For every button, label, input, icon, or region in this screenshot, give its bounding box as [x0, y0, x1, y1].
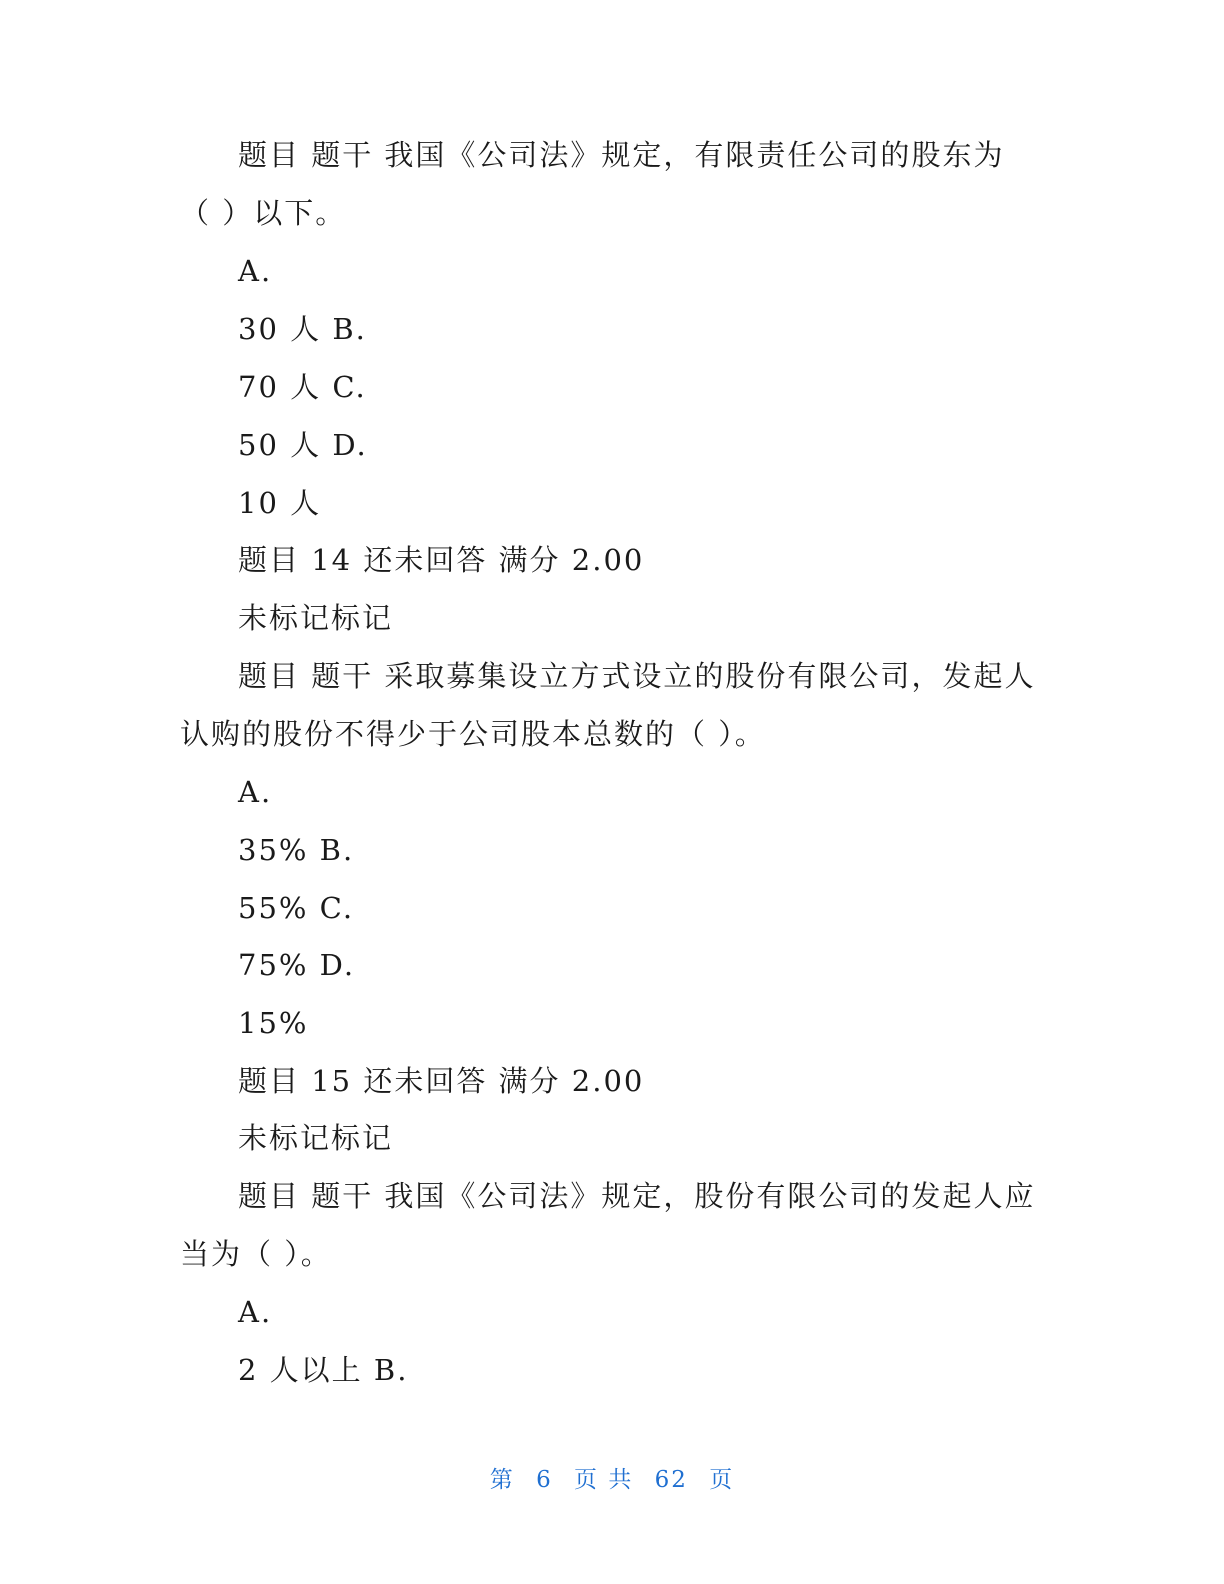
question-15-status: 题目 15 还未回答 满分 2.00: [238, 1064, 645, 1098]
footer-middle: 页 共: [574, 1467, 634, 1493]
option-a-label: A.: [238, 254, 273, 288]
question-15-stem-line-1: 题目 题干 我国《公司法》规定，股份有限公司的发起人应: [238, 1179, 1036, 1213]
question-15-stem-line-2: 当为（ ）。: [180, 1237, 332, 1271]
question-14-stem-line-2: 认购的股份不得少于公司股本总数的（ ）。: [180, 717, 766, 751]
option-line: 75% D.: [238, 948, 356, 982]
option-a-label: A.: [238, 775, 273, 809]
option-line: 35% B.: [238, 833, 355, 867]
footer-suffix: 页: [709, 1467, 735, 1493]
option-a-label: A.: [238, 1295, 273, 1329]
question-14-status: 题目 14 还未回答 满分 2.00: [238, 543, 645, 577]
question-14-stem-line-1: 题目 题干 采取募集设立方式设立的股份有限公司，发起人: [238, 659, 1036, 693]
option-line: 30 人 B.: [238, 312, 367, 346]
option-line: 50 人 D.: [238, 428, 368, 462]
option-line: 15%: [238, 1006, 309, 1040]
option-line: 10 人: [238, 486, 322, 520]
question-13-stem-line-2: （ ）以下。: [180, 196, 347, 230]
footer-prefix: 第: [489, 1467, 515, 1493]
option-line: 70 人 C.: [238, 370, 367, 404]
option-line: 55% C.: [238, 891, 355, 925]
question-13-stem-line-1: 题目 题干 我国《公司法》规定，有限责任公司的股东为: [238, 138, 1005, 172]
page-footer: [0, 1462, 1224, 1498]
footer-total-pages: 62: [654, 1467, 688, 1493]
option-line: 2 人以上 B.: [238, 1353, 409, 1387]
footer-current-page: 6: [536, 1467, 553, 1493]
question-15-flag: 未标记标记: [238, 1121, 394, 1155]
question-14-flag: 未标记标记: [238, 601, 394, 635]
